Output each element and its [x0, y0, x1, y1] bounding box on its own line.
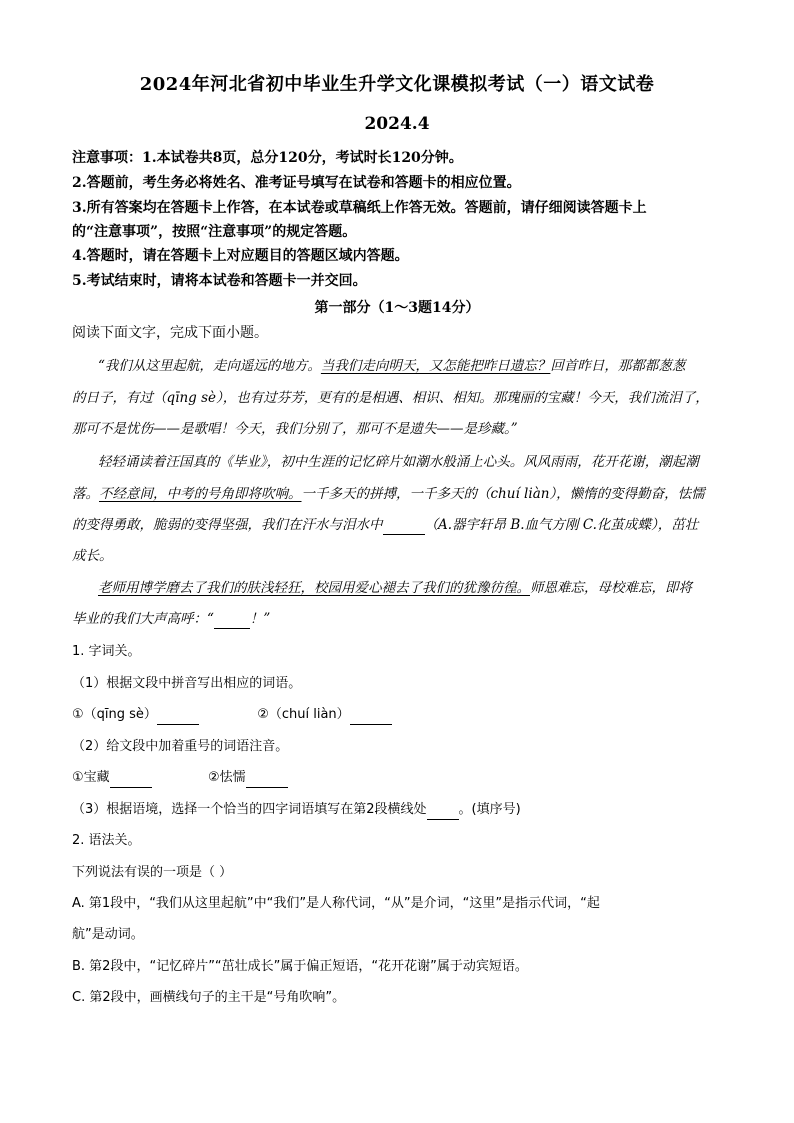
passage-line: 成长。	[72, 548, 113, 564]
note-line: 的“注意事项”，按照“注意事项”的规定答题。	[72, 224, 357, 240]
passage-line: 落。不经意间，中考的号角即将吹响。一千多天的拼搏，一千多天的（chuí liàn），懒惰的变得勤奋，怯懦	[72, 486, 705, 502]
option-b: B. 第2段中，“记忆碎片”“茁壮成长”属于偏正短语，“花开花谢”属于动宾短语。	[72, 959, 528, 974]
answer-blank	[427, 805, 459, 820]
question-sub: （2）给文段中加着重号的词语注音。	[72, 739, 289, 754]
answer-blank	[350, 710, 392, 725]
passage-line: “我们从这里起航，走向遥远的地方。当我们走向明天，又怎能把昨日遗忘？回首昨日，那都都葱葱	[98, 358, 686, 374]
option-a: A. 第1段中，“我们从这里起航”中“我们”是人称代词，“从”是介词，“这里”是指示代词，“起	[72, 896, 600, 911]
passage-line: 轻轻诵读着汪国真的《毕业》，初中生涯的记忆碎片如潮水般涌上心头。风风雨雨，花开花谢，潮起潮	[98, 454, 699, 470]
question-prompt: 下列说法有误的一项是（ ）	[72, 865, 233, 880]
passage-line: 的变得勇敢，脆弱的变得坚强，我们在汗水与泪水中 （A.器宇轩昂 B.血气方刚 C.化茧成蝶），茁壮	[72, 517, 699, 533]
answer-blank	[110, 773, 152, 788]
question-options: ①宝藏 ②怯懦	[72, 768, 722, 788]
passage-line: 毕业的我们大声高呼：“ ！”	[72, 611, 271, 627]
option-c: C. 第2段中，画横线句子的主干是“号角吹响”。	[72, 990, 346, 1005]
section-title: 第一部分（1～3题14分）	[314, 300, 480, 316]
passage-line: 老师用博学磨去了我们的肤浅轻狂，校园用爱心褪去了我们的犹豫彷徨。师恩难忘，母校难忘，即将	[98, 580, 692, 596]
passage-line: 的日子，有过（qīng sè），也有过芬芳，更有的是相遇、相识、相知。那瑰丽的宝藏！今天，我们流泪了，	[72, 390, 709, 406]
question-heading: 2. 语法关。	[72, 833, 141, 848]
reading-instruction: 阅读下面文字，完成下面小题。	[72, 325, 268, 341]
note-line: 2.答题前，考生务必将姓名、准考证号填写在试卷和答题卡的相应位置。	[72, 175, 521, 191]
exam-title: 2024年河北省初中毕业生升学文化课模拟考试（一）语文试卷	[139, 74, 655, 95]
question-sub: （3）根据语境，选择一个恰当的四字词语填写在第2段横线处 。(填序号)	[72, 800, 722, 820]
underlined-sentence: 不经意间，中考的号角即将吹响。	[99, 486, 302, 502]
question-heading: 1. 字词关。	[72, 644, 141, 659]
exam-date: 2024.4	[364, 114, 430, 134]
answer-blank	[246, 773, 288, 788]
passage-line: 那可不是忧伤——是歌唱！今天，我们分别了，那可不是遗失——是珍藏。”	[72, 421, 518, 437]
option-a-continued: 航”是动词。	[72, 927, 144, 942]
question-options: ①（qīng sè） ②（chuí liàn）	[72, 705, 722, 725]
answer-blank	[383, 520, 425, 535]
note-line: 5.考试结束时，请将本试卷和答题卡一并交回。	[72, 273, 367, 289]
underlined-sentence: 老师用博学磨去了我们的肤浅轻狂，校园用爱心褪去了我们的犹豫彷徨。	[98, 580, 530, 596]
question-sub: （1）根据文段中拼音写出相应的词语。	[72, 676, 302, 691]
answer-blank	[157, 710, 199, 725]
note-line: 4.答题时，请在答题卡上对应题目的答题区域内答题。	[72, 248, 409, 264]
note-line: 3.所有答案均在答题卡上作答，在本试卷或草稿纸上作答无效。答题前，请仔细阅读答题卡上	[72, 200, 647, 216]
note-line: 注意事项：1.本试卷共8页，总分120分，考试时长120分钟。	[72, 150, 463, 166]
answer-blank	[214, 614, 250, 629]
underlined-sentence: 当我们走向明天，又怎能把昨日遗忘？	[320, 358, 551, 374]
